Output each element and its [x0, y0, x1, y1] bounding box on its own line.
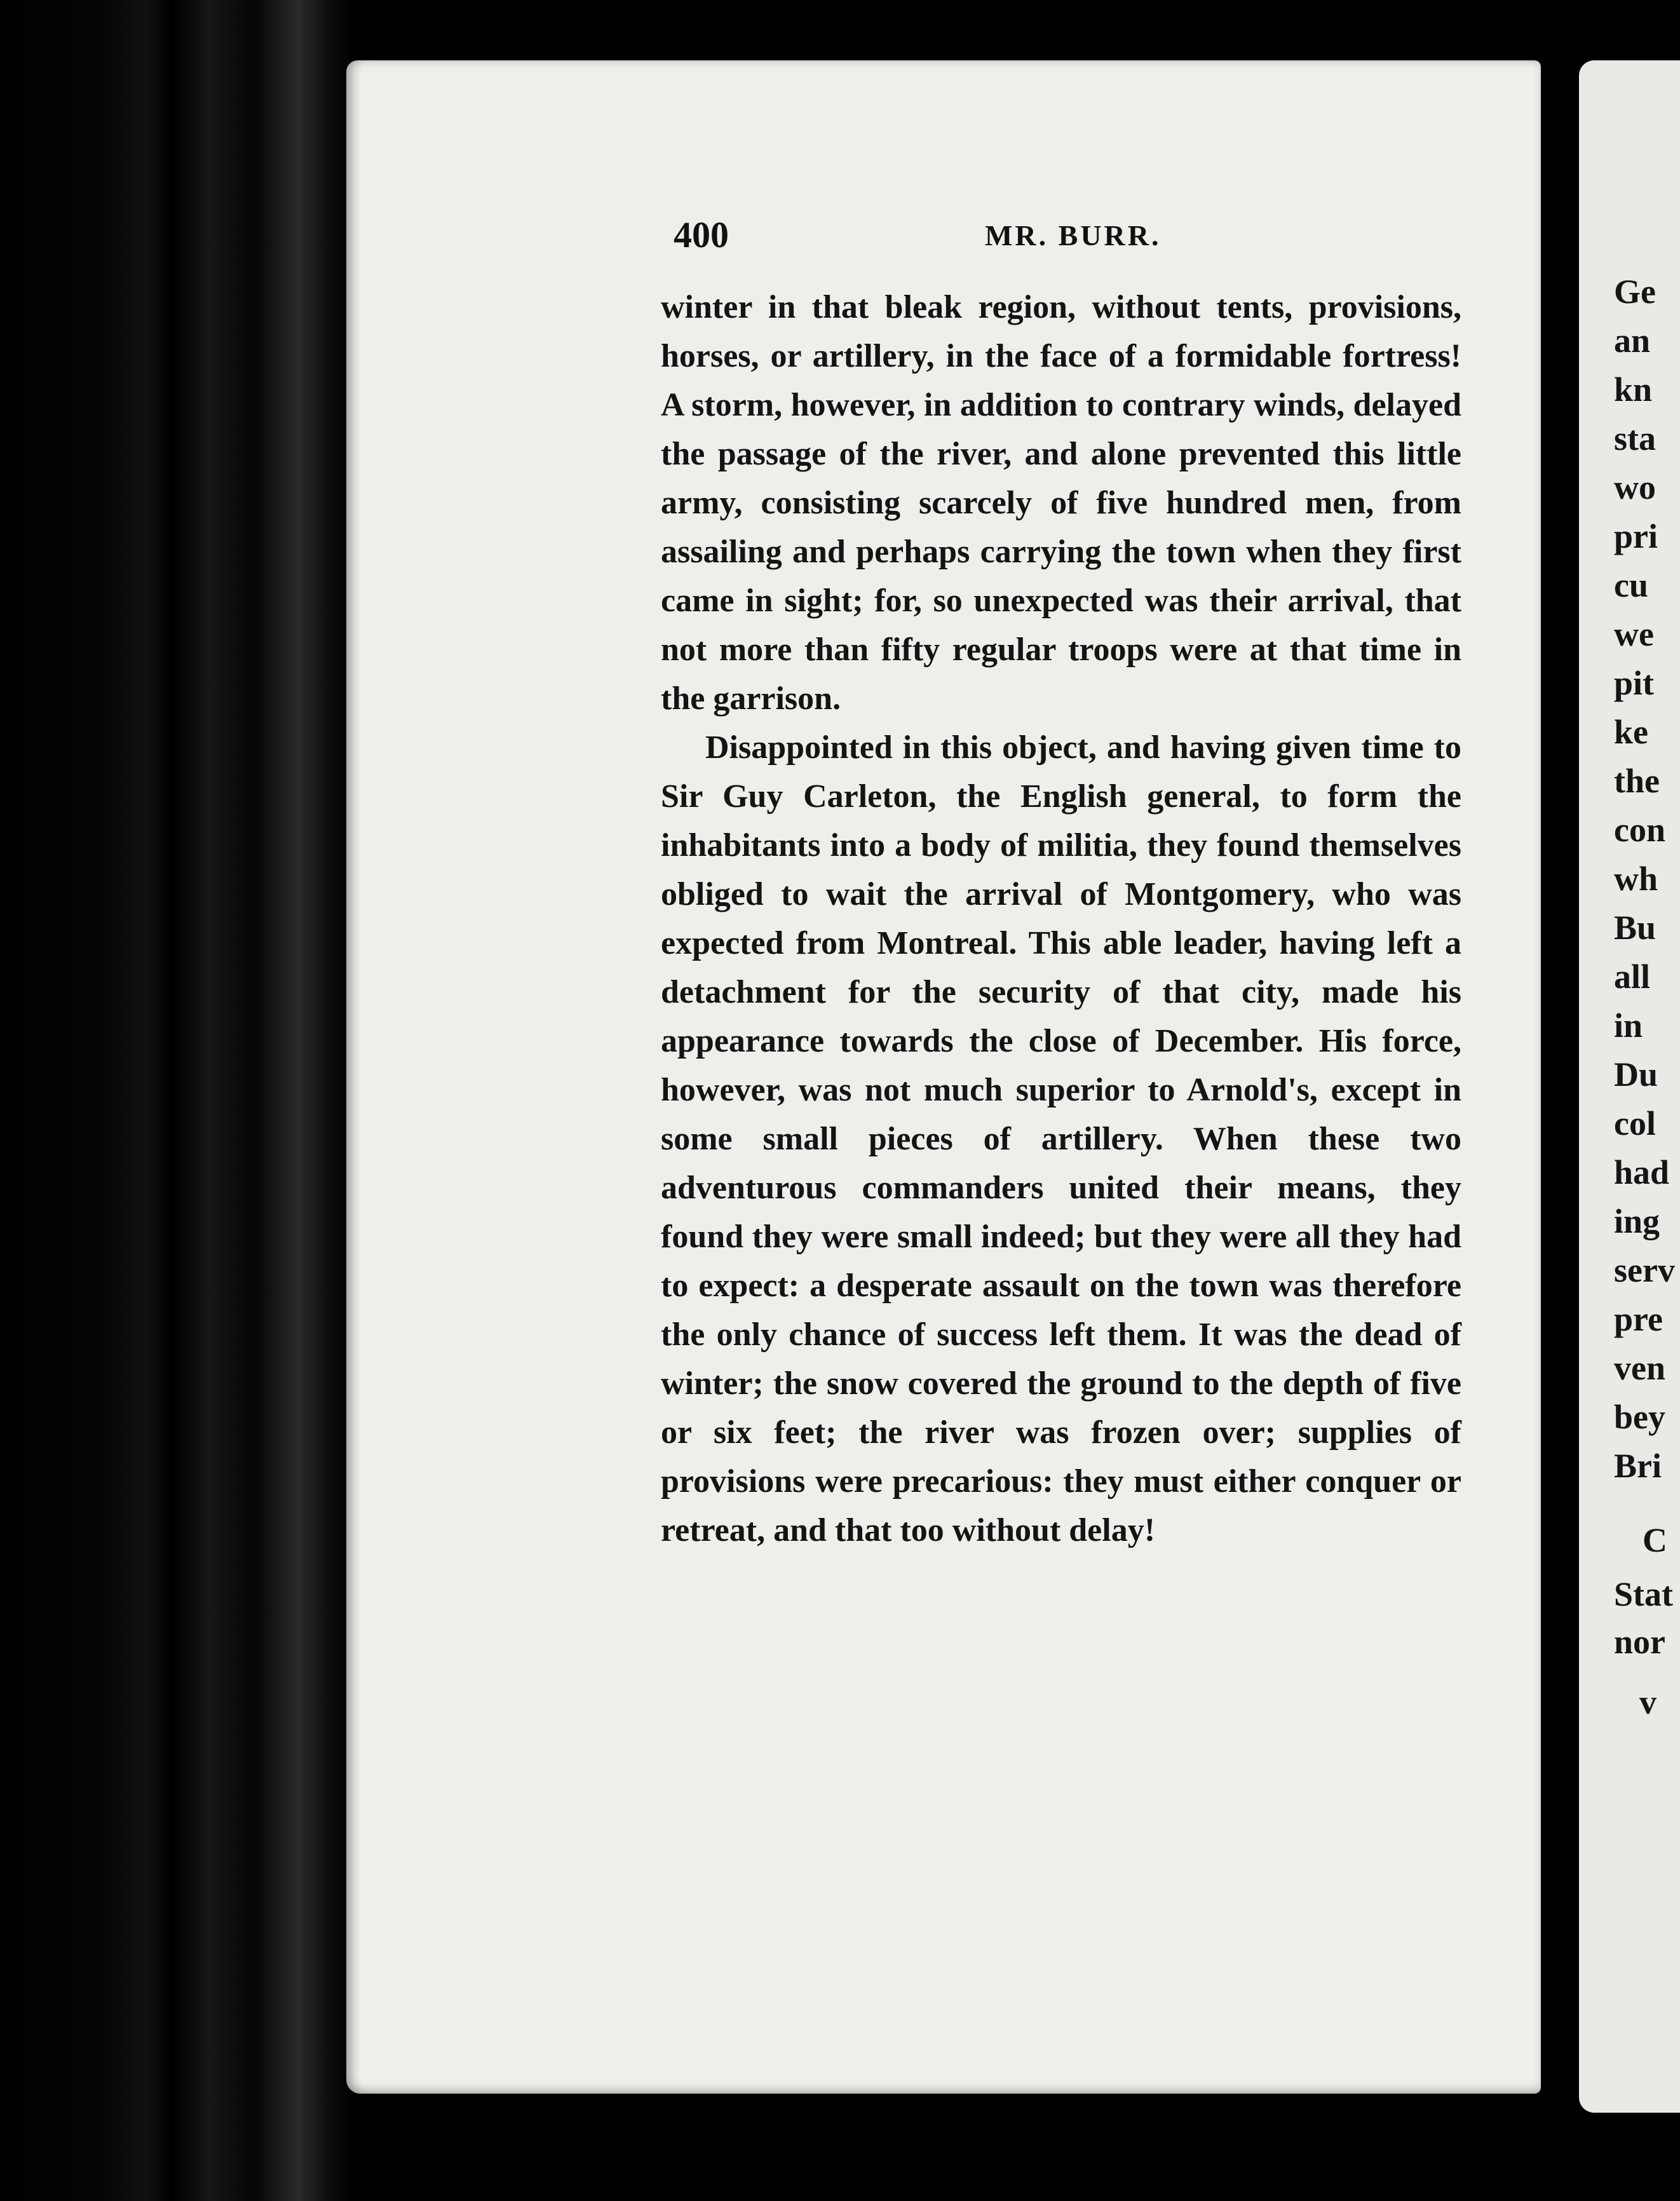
facing-page-fragment: pit [1614, 664, 1655, 702]
facing-page-fragment: had [1614, 1153, 1670, 1191]
page-header [674, 210, 1461, 261]
facing-page-fragment: pre [1614, 1300, 1663, 1338]
facing-page-fragment: an [1614, 322, 1651, 360]
facing-page-fragment: the [1614, 762, 1660, 800]
facing-page-fragment: serv [1614, 1251, 1675, 1289]
facing-page-fragment: v [1639, 1683, 1656, 1721]
page-number: 400 [674, 214, 729, 255]
facing-page-fragment: kn [1614, 370, 1653, 409]
facing-page-fragment: wo [1614, 468, 1656, 506]
facing-page-fragment: bey [1614, 1398, 1665, 1436]
paragraph: Disappointed in this object, and having given time to Sir Guy Carleton, the English general, to form the inhabitants into a body of militia, they found themselves obliged to wait the arrival of Montgomery, who was expected from Montreal. This able leader, having left a detachment for the security of that city, made his appearance towards the close of December. His force, however, was not much superior to Arnold's, except in some small pieces of artillery. When these two adventurous commanders united their means, they found they were small indeed; but they were all they had to expect: a desperate assault on the town was therefore the only chance of success left them. It was the dead of winter; the snow covered the ground to the depth of five or six feet; the river was frozen over; supplies of provisions were precarious: they must either conquer or retreat, and that too without delay! [661, 729, 1461, 1548]
facing-page-fragment: sta [1614, 419, 1656, 457]
facing-page-fragment: Bu [1614, 909, 1656, 947]
facing-page-fragment: Bri [1614, 1447, 1662, 1485]
running-head: MR. BURR. [985, 219, 1162, 252]
book-spine-shadow [0, 0, 356, 2201]
facing-page-fragment: cu [1614, 566, 1648, 604]
facing-page-fragment: con [1614, 811, 1665, 849]
facing-page-fragment: all [1614, 958, 1651, 996]
facing-page-fragment: Du [1614, 1055, 1658, 1094]
facing-page-fragment: we [1614, 615, 1654, 653]
facing-page-fragment: Stat [1614, 1575, 1673, 1613]
facing-page-fragment: C [1643, 1521, 1667, 1559]
facing-page-fragment: ke [1614, 713, 1648, 751]
body-text [661, 283, 1461, 1555]
paragraph: winter in that bleak region, without tents, provisions, horses, or artillery, in the face of a formidable fortress! A storm, however, in addition to contrary winds, delayed the passage of the river, and alone prevented this little army, consisting scarcely of five hundred men, from assailing and perhaps carrying the town when they first came in sight; for, so unexpected was their arrival, that not more than fifty regular troops were at that time in the garrison. [661, 289, 1461, 717]
facing-page-fragment: pri [1614, 517, 1658, 555]
page-gutter [1541, 60, 1579, 2157]
facing-page-fragment: Ge [1614, 273, 1656, 311]
facing-page-fragment: nor [1614, 1623, 1665, 1661]
facing-page [1579, 60, 1680, 2113]
facing-page-fragment: ven [1614, 1349, 1665, 1387]
facing-page-fragment: in [1614, 1006, 1643, 1045]
facing-page-fragment: col [1614, 1104, 1656, 1142]
facing-page-fragment: ing [1614, 1202, 1660, 1240]
facing-page-fragment: wh [1614, 860, 1658, 898]
